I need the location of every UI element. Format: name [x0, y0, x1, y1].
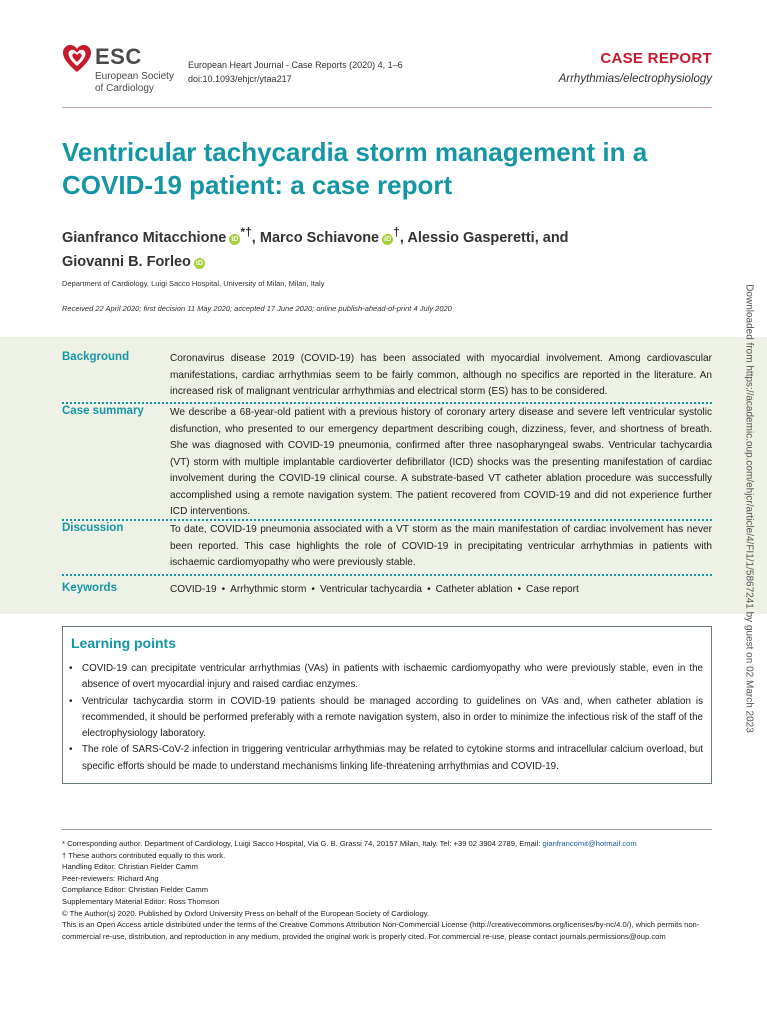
journal-line: European Heart Journal - Case Reports (2020) 4, 1–6: [188, 60, 403, 70]
footnote-peer-reviewers: Peer-reviewers: Richard Ang: [62, 873, 159, 883]
learning-points-list: [69, 661, 703, 775]
article-section: Arrhythmias/electrophysiology: [558, 73, 712, 85]
abstract-text: We describe a 68-year-old patient with a previous history of coronary artery disease and severe left ventricular systolic disfunction, who presented to our emergency department describing cough, dizziness, fever, and shortness of breath. She was diagnosed with COVID-19 pneumonia, confirmed after three nasopharyngeal swabs. Ventricular tachycardia (VT) storm with multiple implantable cardioverter defibrillator (ICD) shocks was the presenting manifestation of cardiac involvement during the COVID-19 clinical course. A substrate-based VT catheter ablation procedure was successfully accomplished using a remote navigation system. The patient recovered from COVID-19 and did not experience further ICD interventions.: [170, 407, 712, 517]
learning-point: • Ventricular tachycardia storm in COVID-19 patients should be managed according to guidelines on VAs and, when catheter ablation is recommended, it should be performed preferably with a remote navigation system, also in order to minimize the infectious risk of the staff of the electrophysiology laboratory.: [69, 695, 703, 740]
learning-points-title: Learning points: [71, 635, 176, 651]
keyword: Arrhythmic storm: [230, 584, 307, 595]
orcid-icon[interactable]: iD: [384, 235, 392, 243]
footnote-copyright: © The Author(s) 2020. Published by Oxford University Press on behalf of the European Society of Cardiology.: [62, 908, 430, 918]
abstract-label: Discussion: [62, 522, 124, 534]
logo-society-name: European Society of Cardiology: [95, 71, 174, 94]
keyword: Case report: [526, 584, 579, 595]
abstract-text: Coronavirus disease 2019 (COVID-19) has been associated with myocardial involvement. Among cardiovascular manifestations, cardiac arrhythmias seem to be fairly common, although no specifics are reported in the literature. An increased risk of malignant ventricular arrhythmias and electrical storm (ES) has to be considered.: [170, 353, 712, 397]
structured-abstract: [0, 337, 767, 614]
author-marks: †: [393, 225, 400, 239]
email-link[interactable]: gianfrancomit@hotmail.com: [542, 839, 637, 848]
learning-point: • COVID-19 can precipitate ventricular arrhythmias (VAs) in patients with ischaemic cardiomyopathy who were previously stable, even in the absence of overt myocardial injury and raised cardiac enzymes.: [69, 663, 703, 691]
footnote-corresponding: * Corresponding author. Department of Cardiology, Luigi Sacco Hospital, Via G. B. Grassi 74, 20157 Milan, Italy. Tel: +39 02 3904 2789, Email: gianfrancomit@hotmail.com: [62, 839, 637, 848]
author-marks: *†: [240, 225, 252, 239]
keyword: Catheter ablation: [435, 584, 513, 595]
author-name: Gianfranco Mitacchione: [62, 229, 227, 246]
footnote-divider: [62, 829, 712, 830]
dotted-divider: [62, 519, 712, 521]
bullet-separator: •: [221, 584, 226, 595]
abstract-label: Keywords: [62, 582, 117, 594]
publication-dates: Received 22 April 2020; first decision 11 May 2020; accepted 17 June 2020; online publish-ahead-of-print 4 July 2020: [62, 304, 452, 313]
dotted-divider: [62, 574, 712, 576]
heart-logo-icon: [62, 44, 92, 74]
keyword-list: [170, 582, 712, 599]
orcid-icon[interactable]: iD: [195, 259, 203, 267]
bullet-icon: •: [69, 695, 73, 707]
footnote-compliance-editor: Compliance Editor: Christian Fielder Camm: [62, 885, 209, 895]
author-name: Giovanni B. Forleo: [62, 253, 191, 270]
article-title: Ventricular tachycardia storm management in a COVID-19 patient: a case report: [62, 137, 648, 200]
footnote-handling-editor: Handling Editor: Christian Fielder Camm: [62, 862, 198, 872]
footnotes: [62, 838, 712, 942]
header-divider: [62, 107, 712, 108]
download-notice-text: Downloaded from https://academic.oup.com/ehjcr/article/4/FI1/1/5867241 by guest on 02 March 2023: [743, 284, 755, 733]
esc-logo: [62, 44, 182, 98]
dotted-divider: [62, 402, 712, 404]
keyword: Ventricular tachycardia: [319, 584, 423, 595]
author-name: Marco Schiavone: [259, 229, 380, 246]
logo-abbreviation: ESC: [95, 44, 142, 69]
article-type: CASE REPORT: [600, 50, 712, 67]
footnote-license: This is an Open Access article distributed under the terms of the Creative Commons Attribution Non-Commercial License (http://creativecommons.org/licenses/by-nc/4.0/), which permits non-commercial re-use, distribution, and reproduction in any medium, provided the original work is properly cited. For commercial re-use, please contact journals.permissions@oup.com: [62, 920, 700, 941]
author-name: Alessio Gasperetti, and: [407, 229, 569, 246]
learning-points-box: [62, 626, 712, 784]
bullet-separator: •: [517, 584, 522, 595]
doi: doi:10.1093/ehjcr/ytaa217: [188, 74, 292, 84]
abstract-label: Case summary: [62, 405, 144, 417]
abstract-label: Background: [62, 351, 130, 363]
bullet-icon: •: [69, 744, 73, 756]
bullet-separator: •: [427, 584, 431, 595]
journal-citation: [188, 58, 403, 86]
author-list: Gianfranco Mitacchione iD*†, Marco Schiavone iD†, Alessio Gasperetti, and Giovanni B. Forleo iD: [62, 225, 569, 270]
bullet-separator: •: [311, 584, 315, 595]
learning-point: • The role of SARS-CoV-2 infection in triggering ventricular arrhythmias may be related to cytokine storms and intracellular calcium overload, but specific efforts should be made to understand mechanisms linking life-threatening arrhythmias and COVID-19.: [69, 744, 703, 772]
affiliation: Department of Cardiology, Luigi Sacco Hospital, University of Milan, Milan, Italy: [62, 279, 325, 288]
bullet-icon: •: [69, 663, 73, 674]
keyword: COVID-19: [170, 584, 217, 595]
footnote-supplementary-editor: Supplementary Material Editor: Ross Thomson: [62, 896, 220, 906]
footnote-equal: † These authors contributed equally to this work.: [62, 850, 226, 860]
orcid-icon[interactable]: iD: [231, 235, 239, 243]
abstract-text: To date, COVID-19 pneumonia associated with a VT storm as the main manifestation of cardiac involvement has never been reported. This case highlights the role of COVID-19 in precipitating ventricular arrhythmias in patients with ischaemic cardiomyopathy who were previously stable.: [170, 524, 712, 568]
